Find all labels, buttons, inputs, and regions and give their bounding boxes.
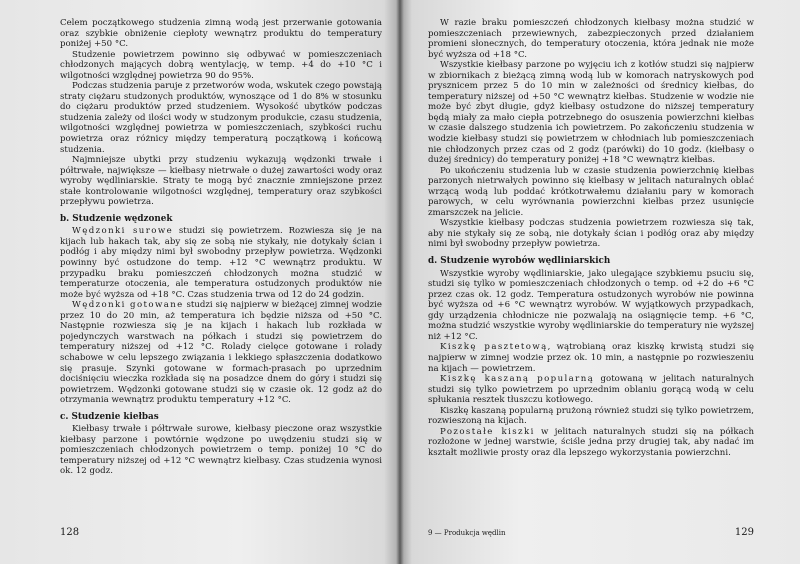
right-page	[400, 0, 800, 564]
paragraph: Celem początkowego studzenia zimną wodą jest przerwanie gotowania oraz szybkie obniżenie ciepłoty wewnątrz produktu do temperatury poniżej +50 °C.	[60, 18, 382, 50]
spaced-lead: Kiszkę kaszaną popularną	[440, 374, 595, 385]
spaced-lead: Wędzonki surowe	[72, 226, 174, 237]
spaced-lead: Wędzonki gotowane	[72, 300, 184, 311]
paragraph: W razie braku pomieszczeń chłodzonych kiełbasy można studzić w pomieszczeniach przewiewnych, zabezpieczonych przed działaniem promieni słonecznych, do temperatury otoczenia, która jednak nie może być wyższa od +18 °C.	[428, 18, 754, 60]
book-gutter	[396, 0, 404, 564]
paragraph	[428, 342, 754, 374]
left-page-text	[60, 18, 382, 477]
paragraph-body: gotowaną w jelitach naturalnych studzi się tylko powietrzem po uprzednim oblaniu gorącą wodą w celu spłukania resztek tłuszczu kotłowego.	[428, 374, 754, 406]
page-number: 128	[60, 527, 80, 538]
paragraph: Kiszkę kaszaną popularną prużoną również studzi się tylko powietrzem, rozwieszoną na kijach.	[428, 405, 754, 427]
paragraph: Wszystkie kiełbasy podczas studzenia powietrzem rozwiesza się tak, aby nie stykały się ze sobą, nie dotykały ścian i podłóg oraz aby między nimi był swobodny przepływ powietrza.	[428, 218, 754, 250]
signature-footer: 9 — Produkcja wędlin	[428, 529, 506, 537]
section-heading-b: b. Studzenie wędzonek	[60, 213, 173, 224]
spaced-lead: Kiszkę pasztetową	[440, 342, 548, 353]
paragraph-body: studzi się powietrzem. Rozwiesza się je na kijach lub hakach tak, aby się ze sobą nie stykały, nie dotykały ścian i podłóg i aby między nimi był swobodny przepływ powietrza. Wędzonki powinny być ostudzone do temp. +12 °C wewnątrz produktu. W przypadku braku pomieszczeń chłodzonych można studzić w temperaturze otoczenia, ale temperatura ostudzonych produktów nie może być wyższa od +18 °C. Czas studzenia trwa od 12 do 24 godzin.	[60, 226, 383, 300]
paragraph	[60, 300, 382, 405]
paragraph: Podczas studzenia paruje z przetworów woda, wskutek czego powstają straty ciężaru studzonych produktów, wynoszące od 1 do 8% w stosunku do ciężaru produktów przed studzeniem. Wysokość ubytków podczas studzenia zależy od ilości wody w studzonym produkcie, czasu studzenia, wilgotności względnej powietrza w pomieszczeniach, szybkości ruchu powietrza oraz różnicy między temperaturą początkową i końcową studzenia.	[60, 81, 382, 155]
spaced-lead: Pozostałe kiszki	[440, 426, 535, 437]
paragraph	[428, 427, 754, 459]
paragraph: Najmniejsze ubytki przy studzeniu wykazują wędzonki trwałe i półtrwałe, największe — kiełbasy nietrwałe o dużej zawartości wody oraz wyroby wędliniarskie. Straty te mogą być znacznie zmniejszone przez stałe kontrolowanie wilgotności względnej, temperatury oraz szybkości przepływu powietrza.	[60, 155, 382, 208]
paragraph: Wszystkie kiełbasy parzone po wyjęciu ich z kotłów studzi się najpierw w zbiornikach z bieżącą zimną wodą lub w komorach natryskowych pod prysznicem przez 5 do 10 min w zależności od średnicy kiełbas, do temperatury niższej od +50 °C wewnątrz kiełbas. Studzenie w wodzie nie może być zbyt długie, gdyż kiełbasy ostudzone do niższej temperatury będą miały za mało ciepła potrzebnego do osuszenia powierzchni kiełbas w czasie dalszego studzenia ich powietrzem. Po zakończeniu studzenia w wodzie kiełbasy studzi się powietrzem w chłodniach lub pomieszczeniach nie chłodzonych przez czas od 2 godz (parówki) do 10 godz. (kiełbasy o dużej średnicy) do temperatury poniżej +18 °C wewnątrz kiełbas.	[428, 60, 754, 166]
right-page-text	[428, 18, 754, 458]
paragraph: Po ukończeniu studzenia lub w czasie studzenia powierzchnię kiełbas parzonych nietrwałych powinno się kiełbasy w jelitach naturalnych oblać wrzącą wodą lub poddać krótkotrwałemu działaniu pary w komorach parowych, w celu wyrównania powierzchni kiełbas przez usunięcie zmarszczek na jelicie.	[428, 165, 754, 218]
paragraph: Studzenie powietrzem powinno się odbywać w pomieszczeniach chłodzonych mających dobrą wentylację, w temp. +4 do +10 °C i wilgotności względnej powietrza 90 do 95%.	[60, 49, 382, 81]
paragraph: Kiełbasy trwałe i półtrwałe surowe, kiełbasy pieczone oraz wszystkie kiełbasy parzone i powtórnie wędzone po uwędzeniu studzi się w pomieszczeniach chłodzonych powietrzem o temp. poniżej 10 °C do temperatury niższej od +12 °C wewnątrz kiełbasy. Czas studzenia wynosi ok. 12 godz.	[60, 424, 382, 477]
section-heading-d: d. Studzenie wyrobów wędliniarskich	[428, 256, 611, 267]
paragraph: Wszystkie wyroby wędliniarskie, jako ulegające szybkiemu psuciu się, studzi się tylko w pomieszczeniach chłodzonych o temp. od +2 do +6 °C przez czas ok. 12 godz. Temperatura ostudzonych wyrobów nie powinna być wyższa od +6 °C wewnątrz wyrobów. W wyjątkowych przypadkach, gdy urządzenia chłodnicze nie pozwalają na osiągnięcie temp. +6 °C, można studzić wszystkie wyroby wędliniarskie do temperatury nie wyższej niż +12 °C.	[428, 268, 754, 342]
paragraph-body: w jelitach naturalnych studzi się na półkach rozłożone w jednej warstwie, ściśle jedna przy drugiej tak, aby nadać im kształt możliwie prosty oraz dla lepszego wykorzystania powierzchni.	[428, 426, 754, 458]
paragraph-body: , wątrobianą oraz kiszkę krwistą studzi się najpierw w zimnej wodzie przez ok. 10 min, a następnie po rozwieszeniu na kijach — powietrzem.	[428, 342, 754, 374]
page-number: 129	[734, 527, 754, 538]
section-heading-c: c. Studzenie kiełbas	[60, 411, 159, 422]
paragraph-body: studzi się najpierw w bieżącej zimnej wodzie przez 10 do 20 min, aż temperatura ich będzie niższa od +50 °C. Następnie rozwiesza się je na kijach i hakach lub rozkłada w pojedynczych warstwach na półkach i studzi się powietrzem do temperatury niższej od +12 °C. Rolady cielęce gotowane i rolady schabowe w celu lepszego związania i lekkiego spłaszczenia dodatkowo się prasuje. Szynki gotowane w formach-prasach po uprzednim dociśnięciu wieczka rozkłada się na posadzce dnem do góry i studzi się powietrzem. Wędzonki gotowane studzi się w czasie ok. 12 godz aż do otrzymania wewnątrz produktu temperatury +12 °C.	[60, 300, 382, 406]
paragraph	[60, 226, 382, 300]
paragraph	[428, 374, 754, 406]
